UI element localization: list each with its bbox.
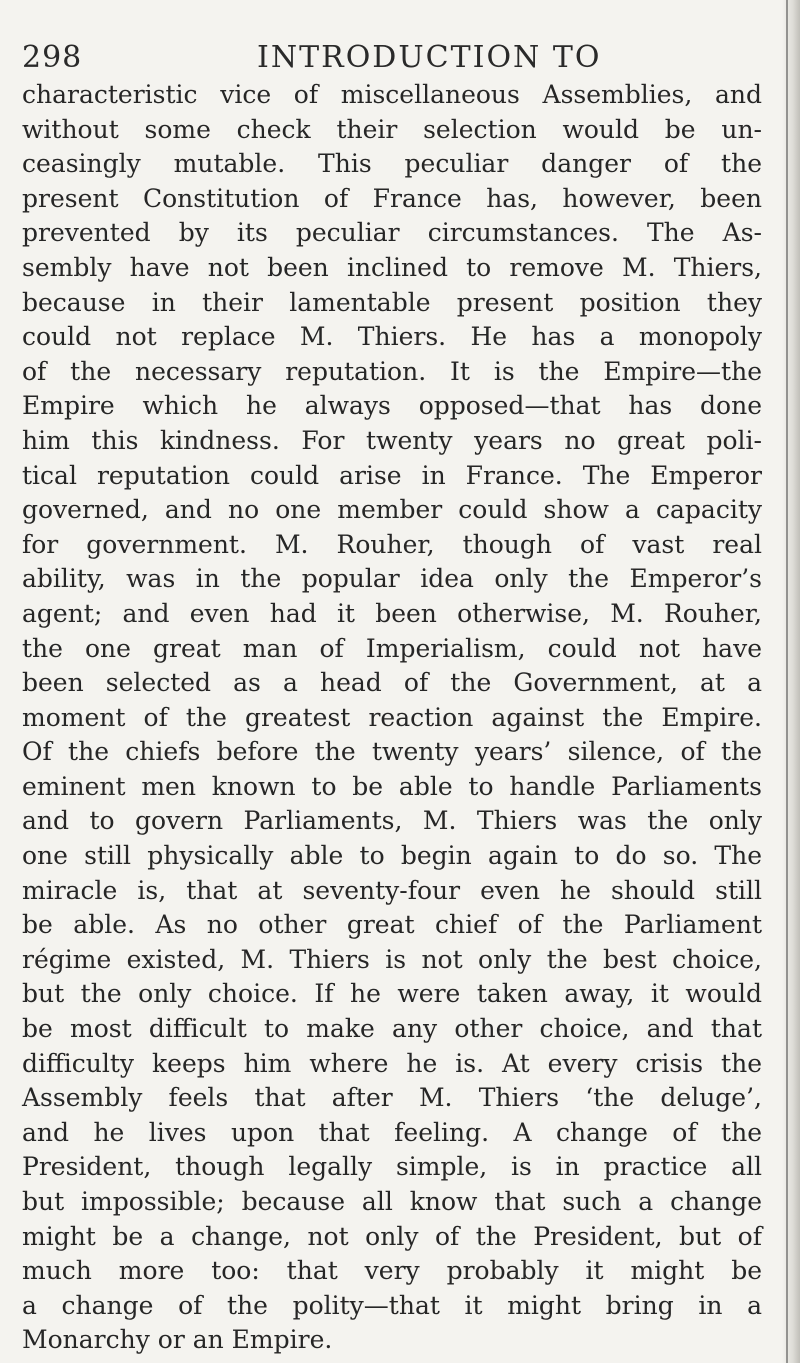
text-line: Assembly feels that after M. Thiers ‘the deluge’, <box>22 1083 762 1113</box>
text-line: characteristic vice of miscellaneous Assemblies, and <box>22 80 762 109</box>
text-line: ability, was in the popular idea only the Emperor’s <box>22 564 762 594</box>
text-line: a change of the polity—that it might bring in a <box>22 1290 762 1320</box>
text-line: but impossible; because all know that such a change <box>22 1187 762 1216</box>
text-line: present Constitution of France has, however, been <box>22 183 762 213</box>
text-line: of the necessary reputation. It is the Empire—the <box>22 356 762 386</box>
text-line: without some check their selection would be un- <box>22 114 762 144</box>
text-line-last: Monarchy or an Empire. <box>22 1325 333 1355</box>
text-line: much more too: that very probably it might be <box>22 1256 762 1286</box>
text-line: miracle is, that at seventy-four even he should still <box>22 875 762 905</box>
text-line: be able. As no other great chief of the Parliament <box>22 910 762 940</box>
text-line: but the only choice. If he were taken away, it would <box>22 979 762 1009</box>
page-number: 298 <box>22 40 83 75</box>
text-line: agent; and even had it been otherwise, M. Rouher, <box>22 598 762 628</box>
body-text <box>22 78 762 1358</box>
text-line: one still physically able to begin again to do so. The <box>22 841 762 871</box>
text-line: eminent men known to be able to handle Parliaments <box>22 771 762 801</box>
text-line: and to govern Parliaments, M. Thiers was the only <box>22 806 762 836</box>
text-line: tical reputation could arise in France. The Emperor <box>22 460 762 490</box>
page-edge-shadow <box>782 0 800 1363</box>
page-edge-line <box>786 0 788 1363</box>
text-line: the one great man of Imperialism, could not have <box>22 633 762 663</box>
text-line: difficulty keeps him where he is. At every crisis the <box>22 1048 762 1078</box>
text-line: might be a change, not only of the President, but of <box>22 1221 762 1251</box>
text-line: could not replace M. Thiers. He has a monopoly <box>22 322 762 352</box>
text-line: sembly have not been inclined to remove M. Thiers, <box>22 252 762 282</box>
text-line: because in their lamentable present position they <box>22 287 762 317</box>
text-line: be most difficult to make any other choice, and that <box>22 1014 762 1044</box>
text-line: moment of the greatest reaction against the Empire. <box>22 702 762 732</box>
text-line: Of the chiefs before the twenty years’ silence, of the <box>22 737 762 767</box>
page-header <box>22 40 762 80</box>
text-line: ceasingly mutable. This peculiar danger of the <box>22 149 762 179</box>
text-line: been selected as a head of the Government, at a <box>22 668 762 698</box>
text-line: régime existed, M. Thiers is not only the best choice, <box>22 944 762 974</box>
running-head: INTRODUCTION TO <box>257 40 602 75</box>
text-line: prevented by its peculiar circumstances. The As- <box>22 218 762 248</box>
text-line: Empire which he always opposed—that has done <box>22 391 762 421</box>
text-line: him this kindness. For twenty years no great poli- <box>22 425 762 455</box>
text-line: President, though legally simple, is in practice all <box>22 1152 762 1182</box>
text-line: for government. M. Rouher, though of vast real <box>22 529 762 559</box>
text-line: governed, and no one member could show a capacity <box>22 495 762 525</box>
text-line: and he lives upon that feeling. A change of the <box>22 1117 762 1147</box>
